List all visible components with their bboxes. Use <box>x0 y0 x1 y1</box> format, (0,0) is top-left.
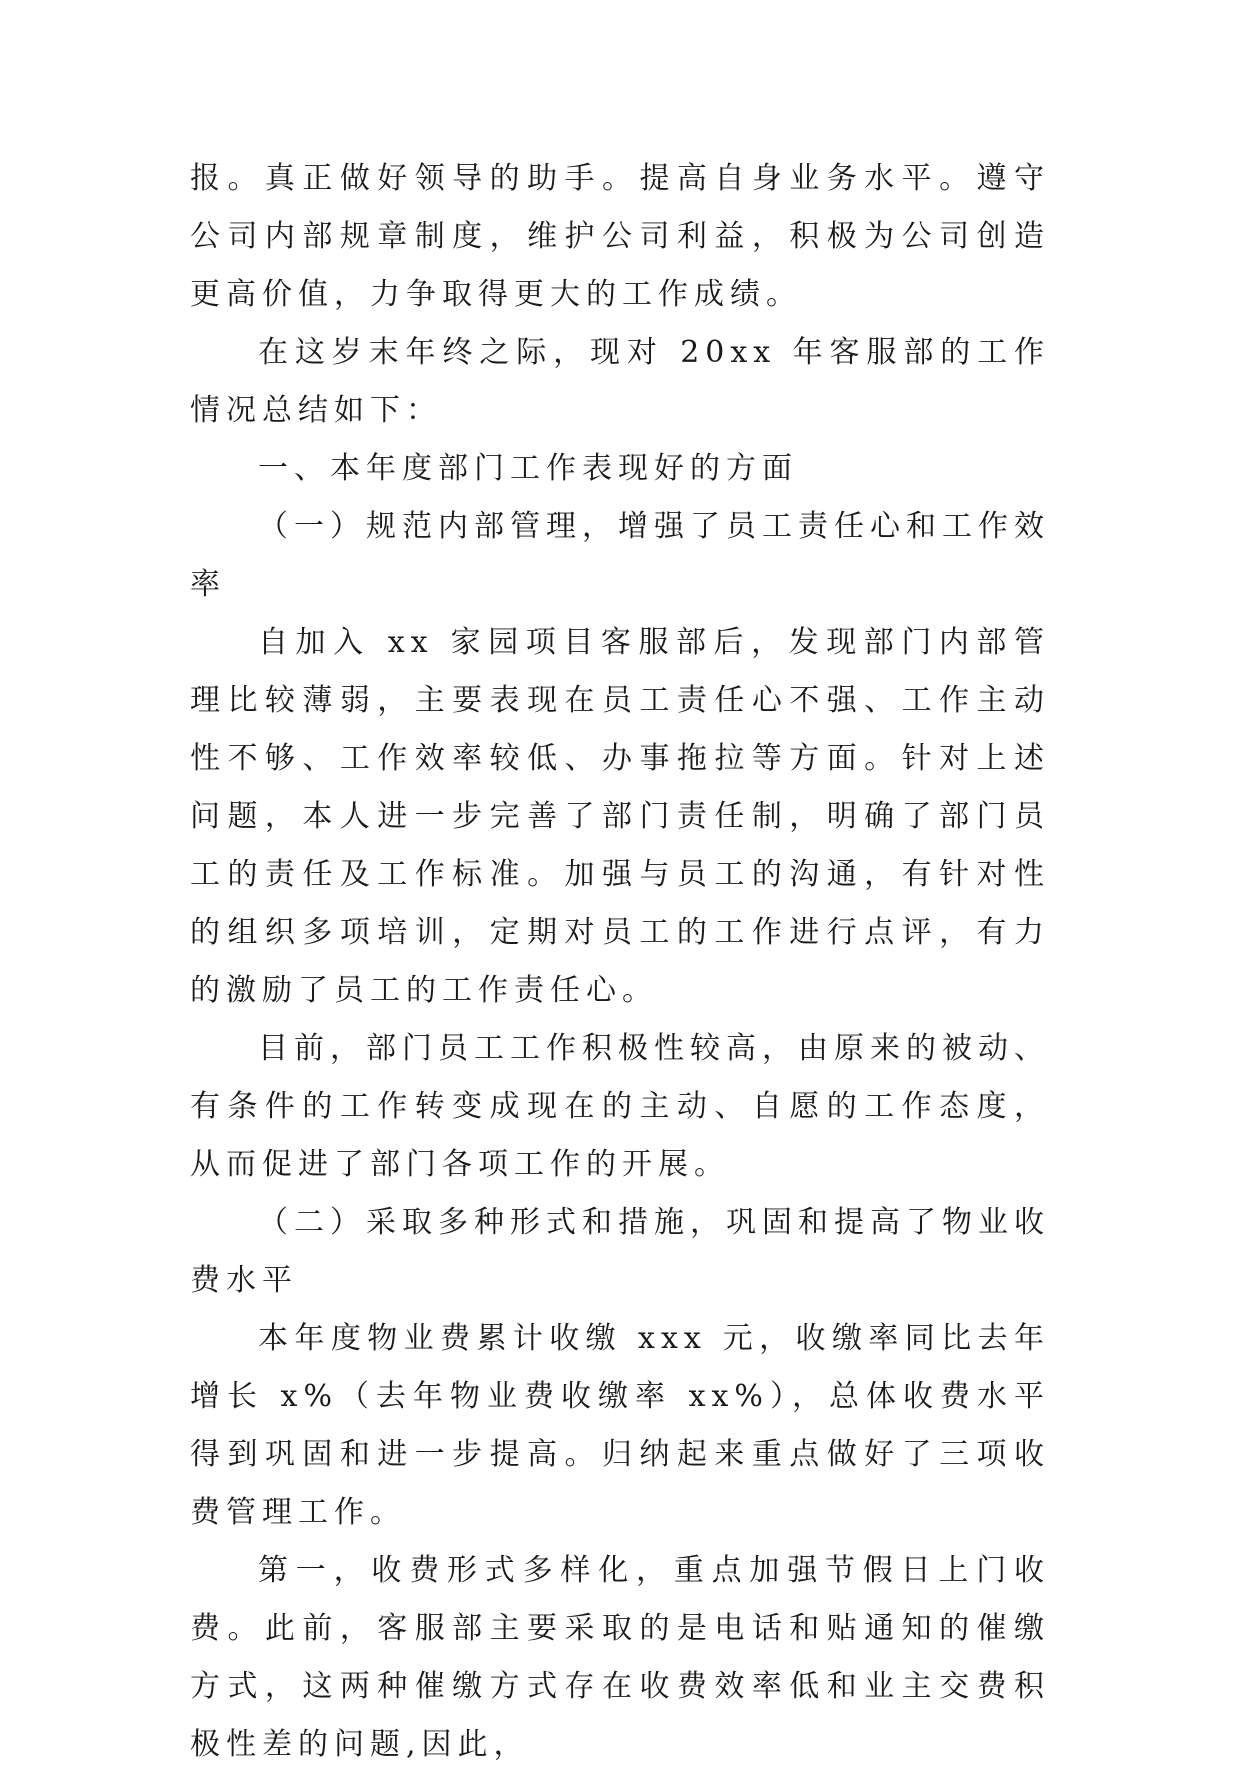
paragraph-2: 在这岁末年终之际，现对 20xx 年客服部的工作情况总结如下： <box>190 335 1050 428</box>
paragraph-4: 目前，部门员工工作积极性较高，由原来的被动、有条件的工作转变成现在的主动、自愿的工作态度，从而促进了部门各项工作的开展。 <box>190 1031 1050 1182</box>
paragraph-1: 报。真正做好领导的助手。提高自身业务水平。遵守公司内部规章制度，维护公司利益，积极为公司创造更高价值，力争取得更大的工作成绩。 <box>190 161 1050 312</box>
subsection-heading-2: （二）采取多种形式和措施，巩固和提高了物业收费水平 <box>190 1205 1050 1298</box>
section-heading-1: 一、本年度部门工作表现好的方面 <box>258 451 798 486</box>
subsection-heading-1: （一）规范内部管理，增强了员工责任心和工作效率 <box>190 509 1050 602</box>
paragraph-3: 自加入 xx 家园项目客服部后，发现部门内部管理比较薄弱，主要表现在员工责任心不强、工作主动性不够、工作效率较低、办事拖拉等方面。针对上述问题，本人进一步完善了部门责任制，明确了部门员工的责任及工作标准。加强与员工的沟通，有针对性的组织多项培训，定期对员工的工作进行点评，有力的激励了员工的工作责任心。 <box>190 625 1050 1008</box>
paragraph-5: 本年度物业费累计收缴 xxx 元，收缴率同比去年增长 x%（去年物业费收缴率 xx%），总体收费水平得到巩固和进一步提高。归纳起来重点做好了三项收费管理工作。 <box>190 1321 1050 1530</box>
document-body <box>190 150 1050 1774</box>
paragraph-6: 第一，收费形式多样化，重点加强节假日上门收费。此前，客服部主要采取的是电话和贴通知的催缴方式，这两种催缴方式存在收费效率低和业主交费积极性差的问题,因此， <box>190 1553 1050 1762</box>
